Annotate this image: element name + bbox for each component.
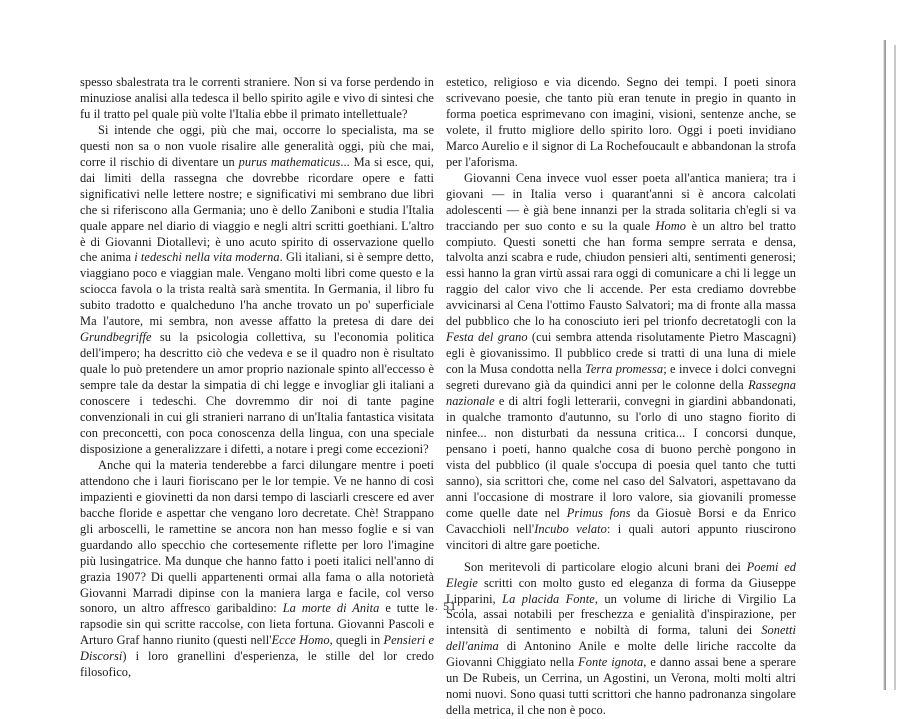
left-paragraph-2: Si intende che oggi, più che mai, occorre lo specialista, ma se questi non sa o non vuole risalire alle generalità oggi, più che mai, corre il rischio di diventare un purus mathematicus... Ma si esce, qui, dai limiti della rassegna che dovrebbe ricordare opere e fatti significativi nelle lettere nostre; e significativi mi sembrano due libri che si riferiscono alla Germania; uno è dello Zaniboni e studia l'Italia quale appare nel diario di viaggio e negli altri scritti goethiani. L'altro è di Giovanni Diotallevi; è uno acuto spirito di osservazione quello che anima i tedeschi nella vita moderna. Gli italiani, si è sempre detto, viaggiano poco e viaggian male. Vengano molti libri come questo e la sciocca favola o la trista realtà sarà smentita. In Germania, il libro fu subito tradotto e qualcheduno l'ha anche trovato un po' superficiale Ma l'autore, mi sembra, non avesse affatto la pretesa di dare dei Grundbegriffe su la psicologia collettiva, su l'economia politica dell'impero; ha descritto ciò che vedeva e se il quadro non è risultato quale lo può pretendere un amor proprio nazionale spinto all'eccesso è sempre tale da destar la simpatia di chi legge e invogliar gli italiani a conoscere i tedeschi. Che dovremmo dir noi di tante pagine convenzionali in cui gli stranieri narrano di un'Italia fantastica visitata con preconcetti, con poca conoscenza della lingua, con una speciale disposizione a generalizzare i difetti, a notare i pregi come eccezioni? (80, 122, 434, 456)
right-paragraph-3: Son meritevoli di particolare elogio alcuni brani dei Poemi ed Elegie scritti con molto gusto ed eleganza di forma da Giuseppe Lipparini, La placida Fonte, un volume di liriche di Virgilio La Scola, assai notabili per freschezza e genialità d'inspirazione, per intensità di sentimento e nobiltà di forma, taluni dei Sonetti dell'anima di Antonino Anile e molte delle liriche raccolte da Giovanni Chiggiato nella Fonte ignota, e danno assai bene a sperare un De Rubeis, un Cerrina, un Agostini, un Verona, molti molti altri nomi nuovi. Sono quasi tutti scrittori che hanno padronanza singolare della metrica, il che non è poco. (446, 559, 797, 718)
right-paragraph-1: estetico, religioso e via dicendo. Segno dei tempi. I poeti sinora scrivevano poesie, che tanto più eran tenute in pregio in quanto in forma poetica esprimevano con imagini, visioni, sentenze anche, se volete, il frutto migliore dello spirito loro. Oggi i poeti invidiano Marco Aurelio e il signor di La Rochefoucault e abbandonan la strofa per l'aforisma. (446, 75, 796, 169)
page-edge-line (894, 45, 896, 690)
page-edge-shadow (883, 40, 886, 690)
page-number: .. 51 .. (431, 599, 469, 613)
left-column (80, 75, 434, 681)
right-column (446, 75, 796, 719)
left-paragraph-3: Anche qui la materia tenderebbe a farci dilungare mentre i poeti attendono che i lauri fioriscano per le lor tempie. Ve ne hanno di così impazienti e giovinetti da non darsi tempo di lasciarli crescere ed aver bacche floride e aspettar che vengano loro decretate. Chè! Strappano gli arboscelli, le ramettine se ancora non han messo foglie e si van guardando allo specchio che cortesemente riflette per loro l'imagine più lusingatrice. Ma dunque che hanno fatto i poeti italici nell'anno di grazia 1907? Di quelli appartenenti ormai alla fama o alla notorietà Giovanni Marradi dipinse con la maniera larga e facile, col verso sonoro, un altro affresco garibaldino: La morte di Anita e tutte le rapsodie sin qui scritte raccolse, con lieta fortuna. Giovanni Pascoli e Arturo Graf hanno riunito (questi nell'Ecce Homo, quegli in Pensieri e Discorsi) i loro granellini d'esperienza, le stille del lor credo filosofico, (80, 457, 434, 680)
right-paragraph-2: Giovanni Cena invece vuol esser poeta all'antica maniera; tra i giovani — in Italia verso i quarant'anni si è ancora calcolati adolescenti — è già bene innanzi per la strada solitaria ch'egli si va tracciando per suo conto e su la quale Homo è un altro bel tratto compiuto. Questi sonetti che han forma sempre serrata e densa, talvolta anzi scabra e rude, chiudon pensieri alti, sentimenti generosi; essi hanno la gran virtù assai rara oggi di comunicare a chi li legge un raggio del calor vivo che li accende. Per esta crediamo dovrebbe avvicinarsi al Cena l'ottimo Fausto Salvatori; ma di fronte alla massa del pubblico che lo ha conosciuto ieri pel trionfo decretatogli con la Festa del grano (cui sembra attenda risolutamente Pietro Mascagni) egli è giovanissimo. Il pubblico crede si tratti di una luna di miele con la Musa condotta nella Terra promessa; e invece i dolci convegni segreti durevano già da quindici anni per le colonne della Rassegna nazionale e di altri fogli letterarii, convegni in giardini abbandonati, in qualche tramonto d'autunno, su l'orlo di uno stagno fiorito di ninfee... non disturbati da nessuna critica... I concorsi dunque, pensano i poeti, hanno qualche cosa di buono perchè pongono in vista del pubblico (il quale s'occupa di poesia quel tanto che tutti sanno), sia scrittori che, come nel caso del Salvatori, aspettavano da anni l'occasione di mostrare il loro valore, sia giovanili promesse come quelle date nel Primus fons da Giosuè Borsi e da Enrico Cavacchioli nell'Incubo velato: i quali autori appunto riuscirono vincitori di altre gare poetiche. (446, 170, 797, 552)
left-paragraph-1: spesso sbalestrata tra le correnti straniere. Non si va forse perdendo in minuziose analisi alla tedesca il bello spirito agile e vivo di sintesi che fu il tratto pel quale più volte l'Italia ebbe il primato intellettuale? (80, 75, 434, 121)
